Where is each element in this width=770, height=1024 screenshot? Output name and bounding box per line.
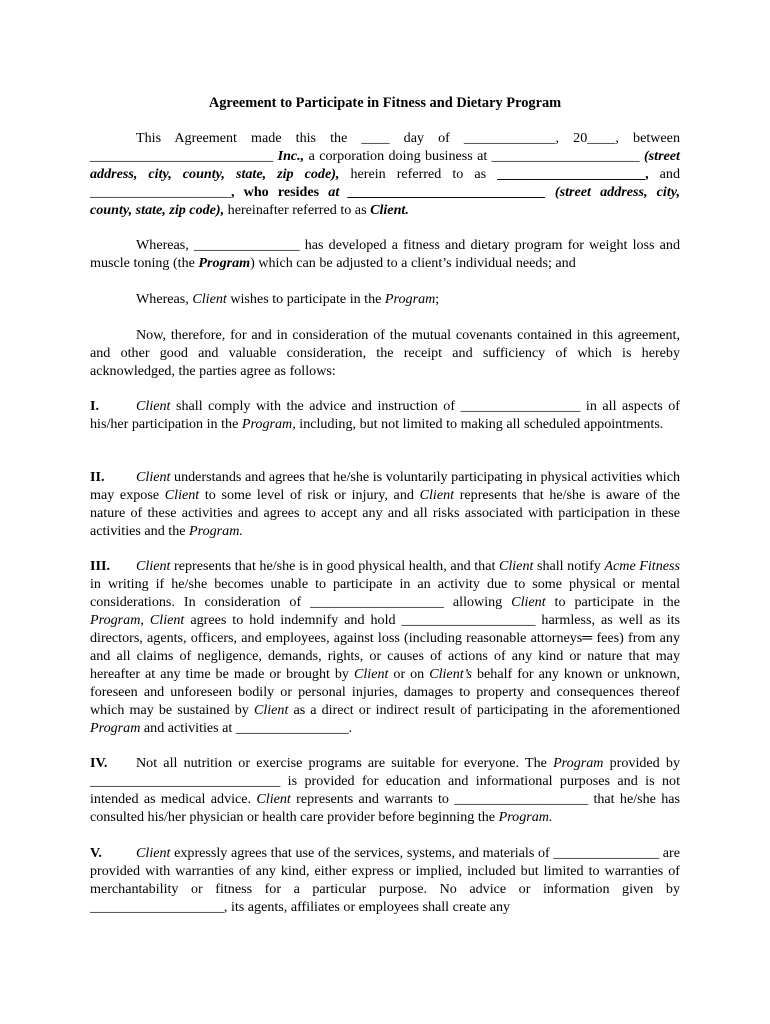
party-blank: _____________________, (497, 166, 649, 182)
program-term: Program (553, 755, 604, 771)
section-4 (90, 754, 680, 826)
section-text: to some level of risk or injury, and (199, 487, 420, 503)
client-term: Client (256, 791, 291, 807)
section-text: expressly agrees that use of the services, systems, and materials of _______________ are provided with warranties of any kind, either express or implied, included but limited to warranties of merchantability or fitness for a particular purpose. No advice or information given by ___________________, its agents, affiliates or employees shall create any (90, 845, 680, 915)
section-text: as a direct or indirect result of participating in the aforementioned (288, 702, 680, 718)
section-text: Not all nutrition or exercise programs are suitable for everyone. The (136, 755, 554, 771)
client-term: Client (136, 558, 171, 574)
whereas-text: ) which can be adjusted to a client’s individual needs; and (250, 255, 576, 271)
section-text: to participate in the (545, 594, 680, 610)
client-term: Client (192, 291, 227, 307)
client-term: Client (136, 469, 171, 485)
section-text: represents that he/she is aware of the nature of these activities and agrees to accept any and all risks associated with participation in these activities and the (90, 487, 681, 539)
client-term: Client (498, 558, 534, 574)
party-blank-comma: , who resides (230, 184, 329, 200)
section-text: behalf for any known or unknown, foreseen and unforeseen bodily or personal injuries, damages to property and consequences thereof which may be sustained by (90, 666, 680, 718)
intro-text: This Agreement made this the ____ day of _____________, 20____, between (136, 130, 680, 146)
section-5 (90, 844, 680, 916)
program-term: Program (198, 255, 251, 271)
section-text: in writing if he/she becomes unable to participate in an activity due to some physical or mental considerations. In consideration of ___________________ allowing (90, 576, 680, 610)
section-1 (90, 397, 680, 433)
section-text: understands and agrees that he/she is voluntarily participating in physical activities which may expose (90, 469, 680, 503)
section-text: represents and warrants to ___________________ that he/she has consulted his/her physician or health care provider before beginning the (90, 791, 680, 825)
client-term: Client (136, 398, 171, 414)
section-text: shall notify (533, 558, 605, 574)
program-term: Program, (241, 416, 296, 432)
section-text: including, but not limited to making all scheduled appointments. (295, 416, 664, 432)
intro-paragraph (90, 129, 680, 219)
section-number: II. (90, 469, 105, 485)
whereas-paragraph-2 (90, 290, 680, 308)
intro-text: a corporation doing business at _____________________ (304, 148, 640, 164)
intro-text: hereinafter referred to as (224, 202, 371, 218)
intro-blank-line: __________________________ (90, 148, 278, 164)
client-term: Client (253, 702, 289, 718)
client-term: Client (149, 612, 185, 628)
company-name: Acme Fitness (604, 558, 680, 574)
intro-text: herein referred to as (339, 166, 498, 182)
document-title: Agreement to Participate in Fitness and Dietary Program (208, 95, 562, 111)
client-term: Client (419, 487, 455, 503)
client-term: Client (353, 666, 389, 682)
program-term: Program. (498, 809, 553, 825)
company-suffix: Inc., (277, 148, 305, 164)
section-number: I. (90, 398, 100, 414)
program-term: Program (90, 612, 141, 628)
section-text: represents that he/she is in good physical health, and that (170, 558, 499, 574)
client-term: Client (136, 845, 171, 861)
client-term: Client’s (429, 666, 473, 682)
intro-text: and ____________________ (90, 166, 680, 200)
section-text: shall comply with the advice and instruction of _________________ in all aspects of his/her participation in the (90, 398, 680, 432)
client-address-instruction: at ____________________________ (street address, city, county, state, zip code), (90, 184, 680, 218)
section-2 (90, 468, 680, 540)
section-number: V. (90, 845, 102, 861)
whereas-text: Whereas, _______________ has developed a fitness and dietary program for weight loss and muscle toning (the (90, 237, 680, 271)
whereas-text: wishes to participate in the (226, 291, 385, 307)
section-text: agrees to hold indemnify and hold ___________________ harmless, as well as its directors, agents, officers, and employees, against loss (including reasonable attorneys═ fees) from any and all claims of negligence, demands, rights, or causes of actions of any kind or nature that may hereafter at any time be made or brought by (90, 612, 681, 682)
whereas-paragraph-1 (90, 236, 680, 272)
section-number: III. (90, 558, 110, 574)
client-term: Client (164, 487, 200, 503)
section-text: provided by ___________________________ is provided for education and informational purposes and is not intended as medical advice. (90, 755, 680, 807)
program-term: Program (384, 291, 436, 307)
whereas-text: Whereas, (136, 291, 193, 307)
client-term: Client (511, 594, 546, 610)
address-instruction: (street address, city, county, state, zip code), (90, 148, 680, 182)
section-text: , (140, 612, 150, 628)
section-3 (90, 557, 680, 737)
program-term: Program. (189, 523, 243, 539)
section-text: or on (388, 666, 430, 682)
now-therefore-paragraph: Now, therefore, for and in consideration of the mutual covenants contained in this agreement, and other good and valuable consideration, the receipt and sufficiency of which is hereby acknowledged, the parties agree as follows: (90, 327, 680, 379)
section-number: IV. (90, 755, 108, 771)
whereas-text: ; (435, 291, 440, 307)
client-term: Client. (370, 202, 409, 218)
program-term: Program (90, 720, 141, 736)
section-text: and activities at ________________. (140, 720, 353, 736)
